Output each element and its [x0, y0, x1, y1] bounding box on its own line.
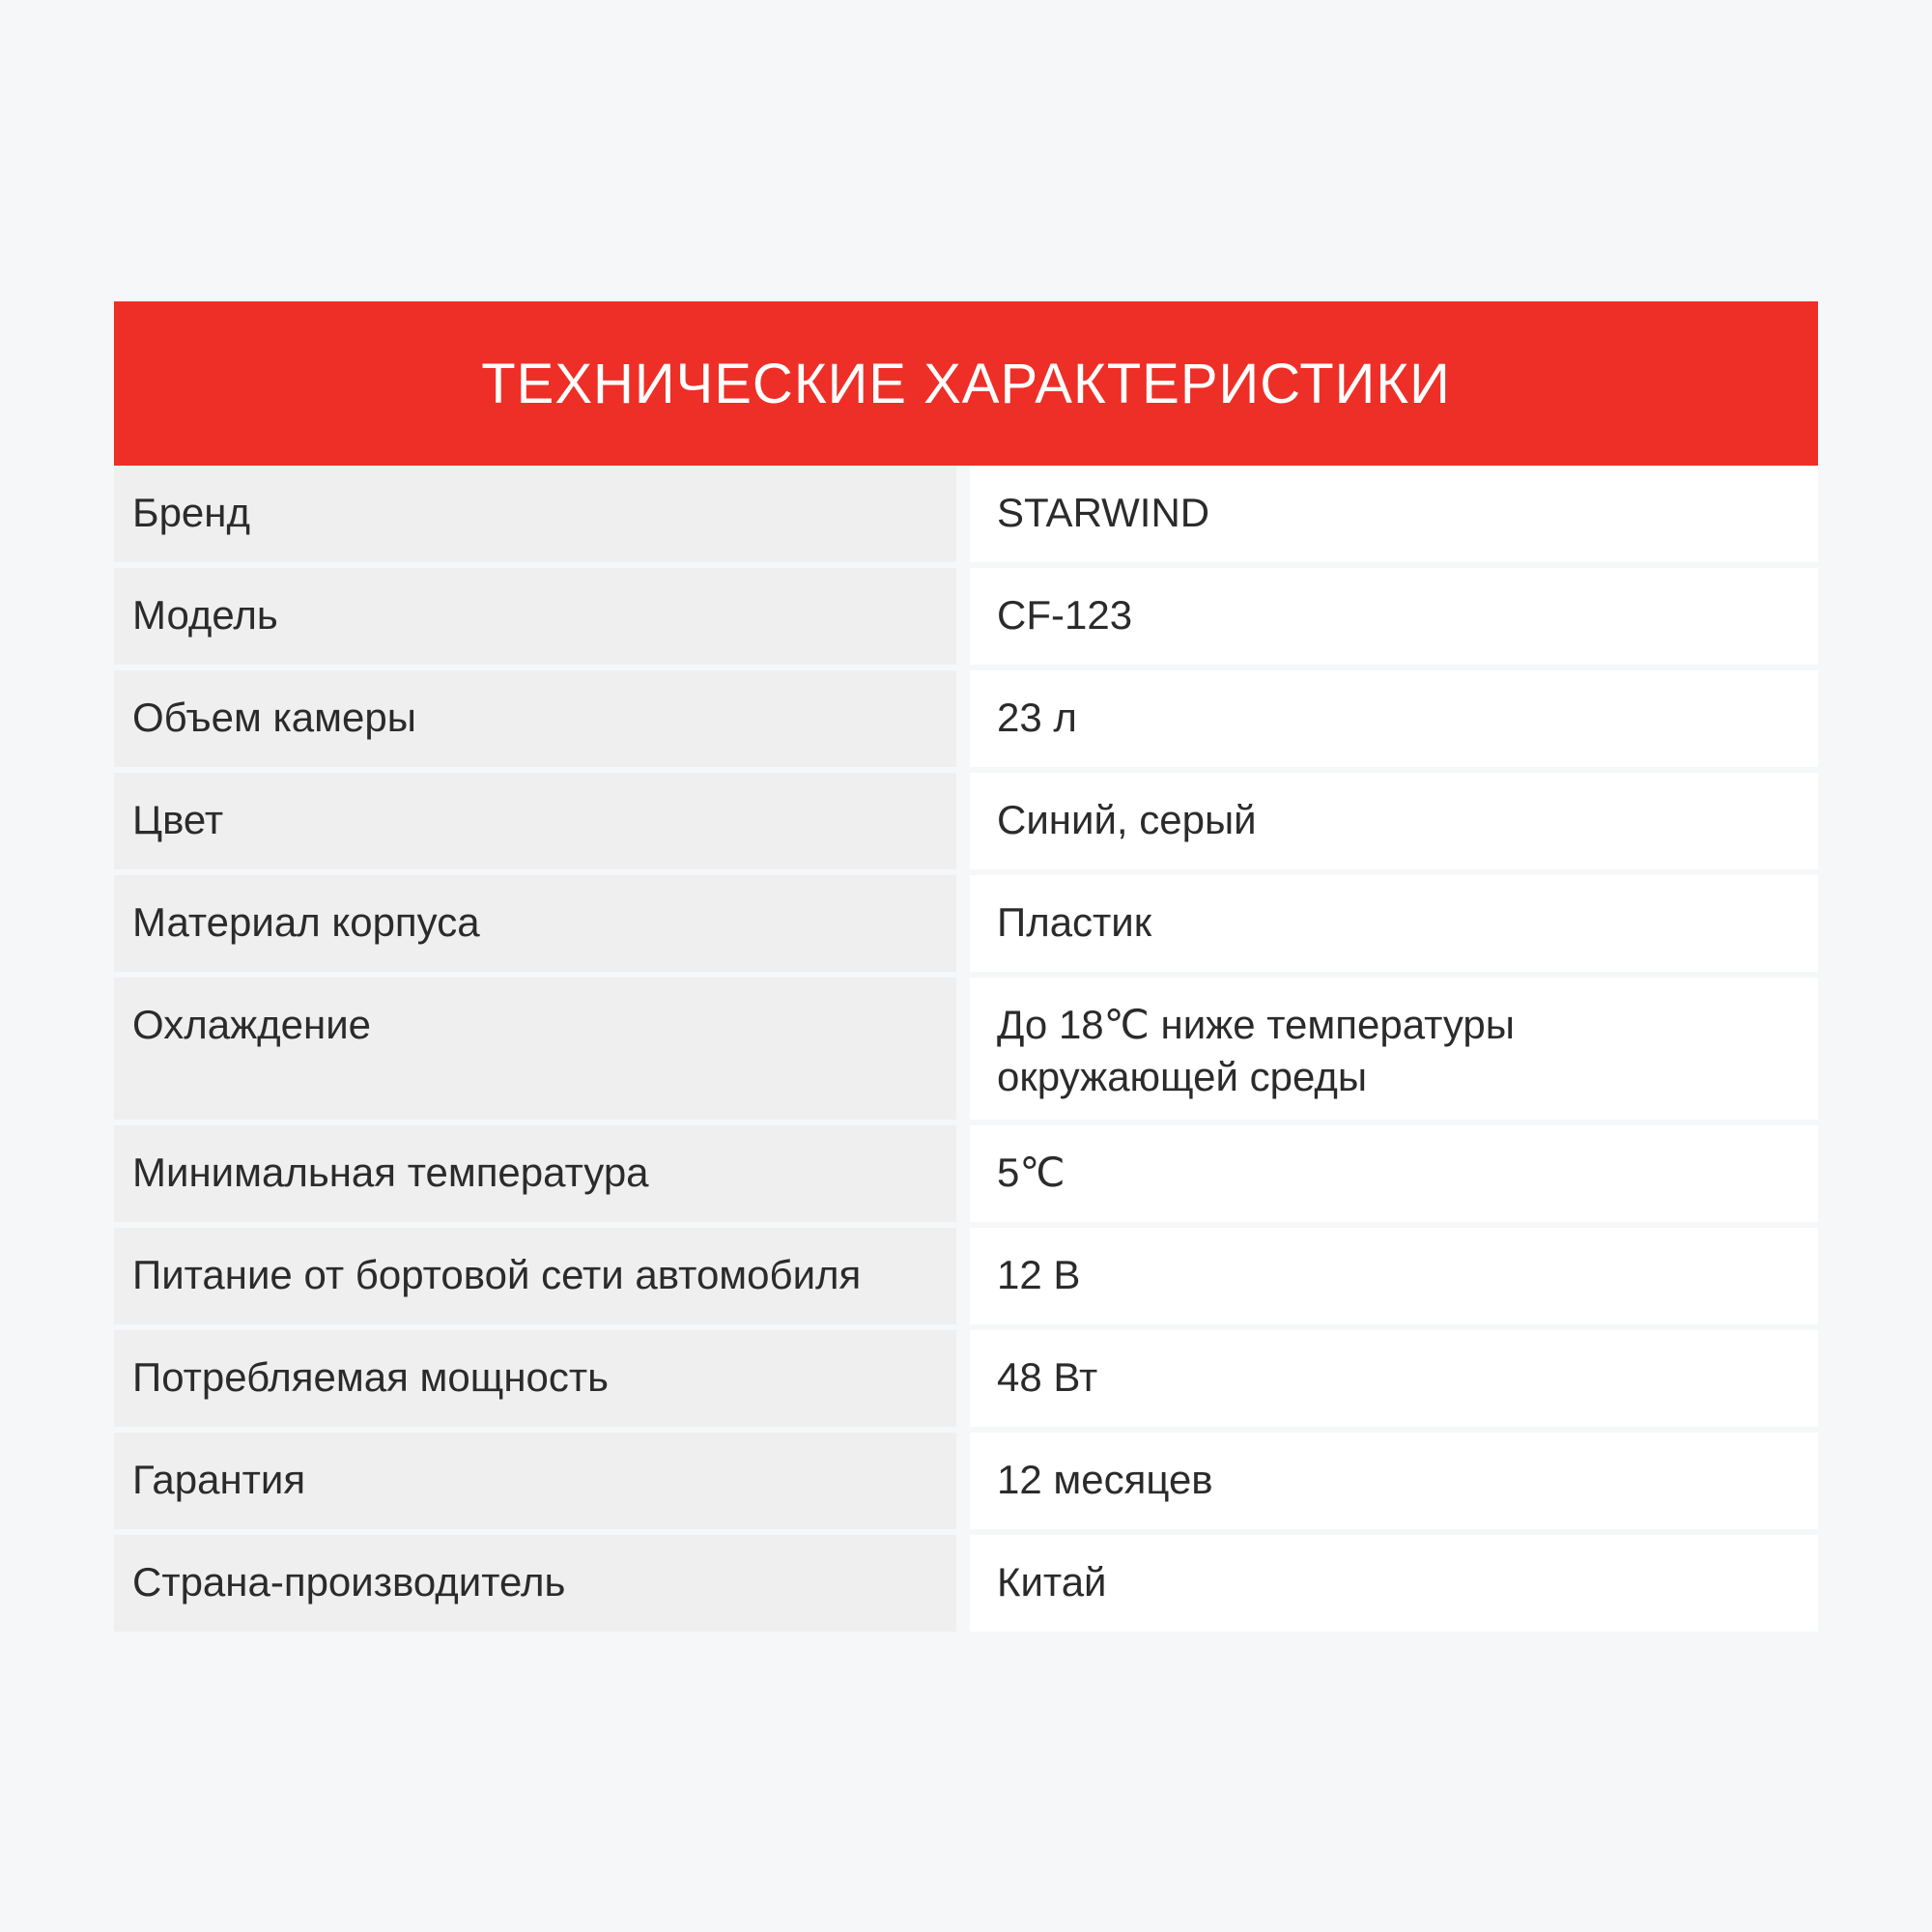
spec-value: 12 месяцев — [970, 1433, 1818, 1529]
spec-value: 48 Вт — [970, 1330, 1818, 1427]
spec-row-power-consumption — [114, 1330, 1818, 1427]
spec-value: Синий, серый — [970, 773, 1818, 869]
spec-row-min-temp — [114, 1125, 1818, 1222]
spec-value: 12 В — [970, 1228, 1818, 1324]
spec-row-model — [114, 568, 1818, 665]
spec-row-cooling — [114, 978, 1818, 1120]
spec-label: Модель — [114, 568, 956, 665]
spec-title: ТЕХНИЧЕСКИЕ ХАРАКТЕРИСТИКИ — [481, 352, 1451, 415]
spec-value: 23 л — [970, 670, 1818, 767]
spec-value: До 18℃ ниже температуры окружающей среды — [970, 978, 1818, 1120]
spec-label: Страна-производитель — [114, 1535, 956, 1632]
spec-value: Китай — [970, 1535, 1818, 1632]
spec-value: 5℃ — [970, 1125, 1818, 1222]
spec-row-brand — [114, 466, 1818, 562]
spec-value: Пластик — [970, 875, 1818, 972]
spec-row-power-supply — [114, 1228, 1818, 1324]
spec-label: Гарантия — [114, 1433, 956, 1529]
spec-table — [114, 301, 1818, 1632]
spec-value: STARWIND — [970, 466, 1818, 562]
spec-label: Материал корпуса — [114, 875, 956, 972]
spec-label: Объем камеры — [114, 670, 956, 767]
spec-header — [114, 301, 1818, 466]
spec-label: Потребляемая мощность — [114, 1330, 956, 1427]
spec-label: Питание от бортовой сети автомобиля — [114, 1228, 956, 1324]
spec-value: CF-123 — [970, 568, 1818, 665]
spec-row-volume — [114, 670, 1818, 767]
spec-row-warranty — [114, 1433, 1818, 1529]
spec-label: Бренд — [114, 466, 956, 562]
spec-label: Цвет — [114, 773, 956, 869]
spec-row-color — [114, 773, 1818, 869]
spec-label: Минимальная температура — [114, 1125, 956, 1222]
spec-row-country — [114, 1535, 1818, 1632]
spec-row-material — [114, 875, 1818, 972]
spec-label: Охлаждение — [114, 978, 956, 1120]
